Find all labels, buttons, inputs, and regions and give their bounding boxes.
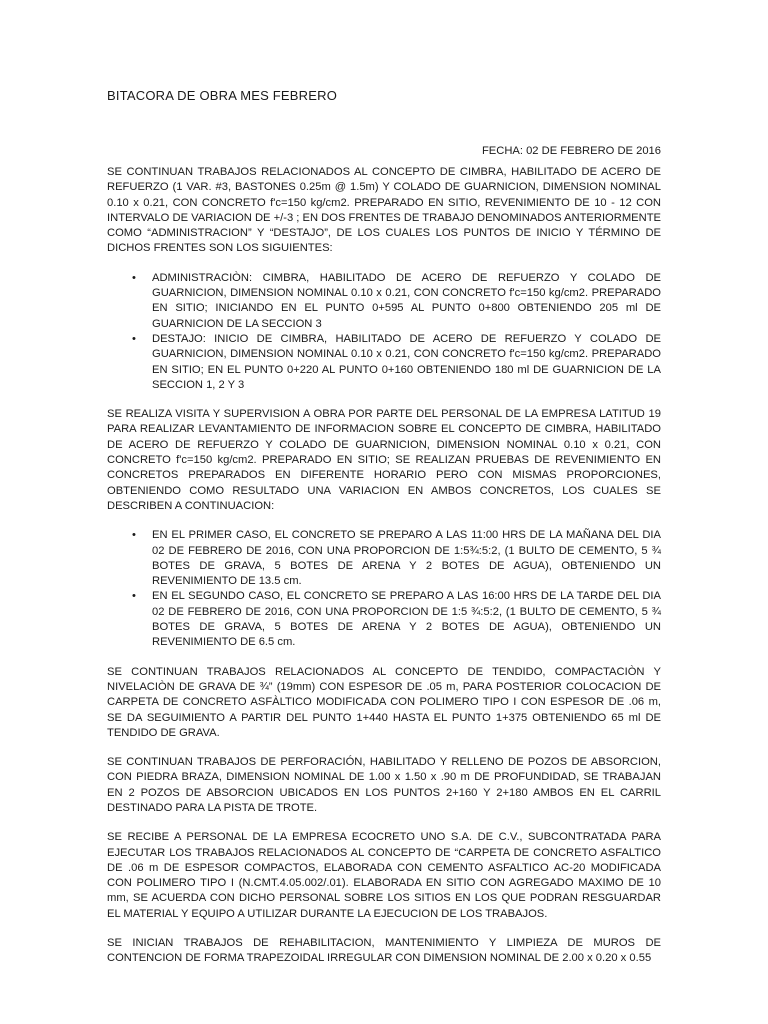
list-item [107,271,661,332]
document-date: FECHA: 02 DE FEBRERO DE 2016 [481,145,661,157]
bullet-icon: • [132,529,136,542]
paragraph-3: SE CONTINUAN TRABAJOS RELACIONADOS AL CONCEPTO DE TENDIDO, COMPACTACIÒN Y NIVELACIÒN DE GRAVA DE ¾” (19mm) CON ESPESOR DE .05 m, PARA POSTERIOR COLOCACION DE CARPETA DE CONCRETO ASFÀLTICO MODIFICADA CON POLIMERO TIPO I CON ESPESOR DE .06 m, SE DA SEGUIMIENTO A PARTIR DEL PUNTO 1+440 HASTA EL PUNTO 1+375 OBTENIENDO 65 ml DE TENDIDO DE GRAVA. [107,665,661,739]
paragraph-4: SE CONTINUAN TRABAJOS DE PERFORACIÓN, HABILITADO Y RELLENO DE POZOS DE ABSORCION, CON PIEDRA BRAZA, DIMENSION NOMINAL DE 1.00 x 1.50 x .90 m DE PROFUNDIDAD, SE TRABAJAN EN 2 POZOS DE ABSORCION UBICADOS EN LOS PUNTOS 2+160 Y 2+180 AMBOS EN EL CARRIL DESTINADO PARA LA PISTA DE TROTE. [107,756,661,814]
list-item-text: ADMINISTRACIÒN: CIMBRA, HABILITADO DE ACERO DE REFUERZO Y COLADO DE GUARNICION, DIMENSION NOMINAL 0.10 x 0.21, CON CONCRETO f'c=150 kg/cm2. PREPARADO EN SITIO; INICIANDO EN EL PUNTO 0+595 AL PUNTO 0+800 OBTENIENDO 205 ml DE GUARNICION DE LA SECCION 3 [152,271,661,330]
list-item [107,332,661,393]
paragraph-5: SE RECIBE A PERSONAL DE LA EMPRESA ECOCRETO UNO S.A. DE C.V., SUBCONTRATADA PARA EJECUTAR LOS TRABAJOS RELACIONADOS AL CONCEPTO DE “CARPETA DE CONCRETO ASFALTICO DE .06 m DE ESPESOR COMPACTOS, ELABORADA CON CEMENTO ASFALTICO AC-20 MODIFICADA CON POLIMERO TIPO I (N.CMT.4.05.002/.01). ELABORADA EN SITIO CON AGREGADO MAXIMO DE 10 mm, SE ACUERDA CON DICHO PERSONAL SOBRE LOS SITIOS EN LOS QUE PODRAN RESGUARDAR EL MATERIAL Y EQUIPO A UTILIZAR DURANTE LA EJECUCION DE LOS TRABAJOS. [107,831,661,920]
list-item-text: EN EL PRIMER CASO, EL CONCRETO SE PREPARO A LAS 11:00 HRS DE LA MAÑANA DEL DIA 02 DE FEBRERO DE 2016, CON UNA PROPORCION DE 1:5¾:5:2, (1 BULTO DE CEMENTO, 5 ¾ BOTES DE GRAVA, 5 BOTES DE ARENA Y 2 BOTES DE AGUA), OBTENIENDO UN REVENIMIENTO DE 13.5 cm. [152,529,661,588]
list-item [107,528,661,589]
paragraph-2: SE REALIZA VISITA Y SUPERVISION A OBRA POR PARTE DEL PERSONAL DE LA EMPRESA LATITUD 19 PARA REALIZAR LEVANTAMIENTO DE INFORMACION SOBRE EL CONCEPTO DE CIMBRA, HABILITADO DE ACERO DE REFUERZO Y COLADO DE GUARNICION, DIMENSION NOMINAL 0.10 x 0.21, CON CONCRETO f'c=150 kg/cm2. PREPARADO EN SITIO; SE REALIZAN PRUEBAS DE REVENIMIENTO EN CONCRETOS PREPARADOS EN DIFERENTE HORARIO PERO CON MISMAS PROPORCIONES, OBTENIENDO COMO RESULTADO UNA VARIACION EN AMBOS CONCRETOS, LOS CUALES SE DESCRIBEN A CONTINUACION: [107,408,661,512]
document-title: BITACORA DE OBRA MES FEBRERO [107,88,338,103]
bullet-list-2 [107,528,661,650]
bullet-icon: • [132,590,136,603]
list-item-text: DESTAJO: INICIO DE CIMBRA, HABILITADO DE ACERO DE REFUERZO Y COLADO DE GUARNICION, DIMENSION NOMINAL 0.10 x 0.21, CON CONCRETO f'c=150 kg/cm2. PREPARADO EN SITIO; EN EL PUNTO 0+220 AL PUNTO 0+160 OBTENIENDO 180 ml DE GUARNICION DE LA SECCION 1, 2 Y 3 [152,332,661,391]
list-item [107,589,661,650]
bullet-icon: • [132,332,136,345]
bullet-list-1 [107,271,661,393]
paragraph-6: SE INICIAN TRABAJOS DE REHABILITACION, MANTENIMIENTO Y LIMPIEZA DE MUROS DE CONTENCION DE FORMA TRAPEZOIDAL IRREGULAR CON DIMENSION NOMINAL DE 2.00 x 0.20 x 0.55 [107,937,661,965]
paragraph-1: SE CONTINUAN TRABAJOS RELACIONADOS AL CONCEPTO DE CIMBRA, HABILITADO DE ACERO DE REFUERZO (1 VAR. #3, BASTONES 0.25m @ 1.5m) Y COLADO DE GUARNICION, DIMENSION NOMINAL 0.10 x 0.21, CON CONCRETO f'c=150 kg/cm2. PREPARADO EN SITIO, REVENIMIENTO DE 10 - 12 CON INTERVALO DE VARIACION DE +/-3 ; EN DOS FRENTES DE TRABAJO DENOMINADOS ANTERIORMENTE COMO “ADMINISTRACION” Y “DESTAJO”, DE LOS CUALES LOS PUNTOS DE INICIO Y TÉRMINO DE DICHOS FRENTES SON LOS SIGUIENTES: [107,166,661,255]
list-item-text: EN EL SEGUNDO CASO, EL CONCRETO SE PREPARO A LAS 16:00 HRS DE LA TARDE DEL DIA 02 DE FEBRERO DE 2016, CON UNA PROPORCION DE 1:5 ¾:5:2, (1 BULTO DE CEMENTO, 5 ¾ BOTES DE GRAVA, 5 BOTES DE ARENA Y 2 BOTES DE AGUA), OBTENIENDO UN REVENIMIENTO DE 6.5 cm. [152,590,661,649]
bullet-icon: • [132,271,136,284]
